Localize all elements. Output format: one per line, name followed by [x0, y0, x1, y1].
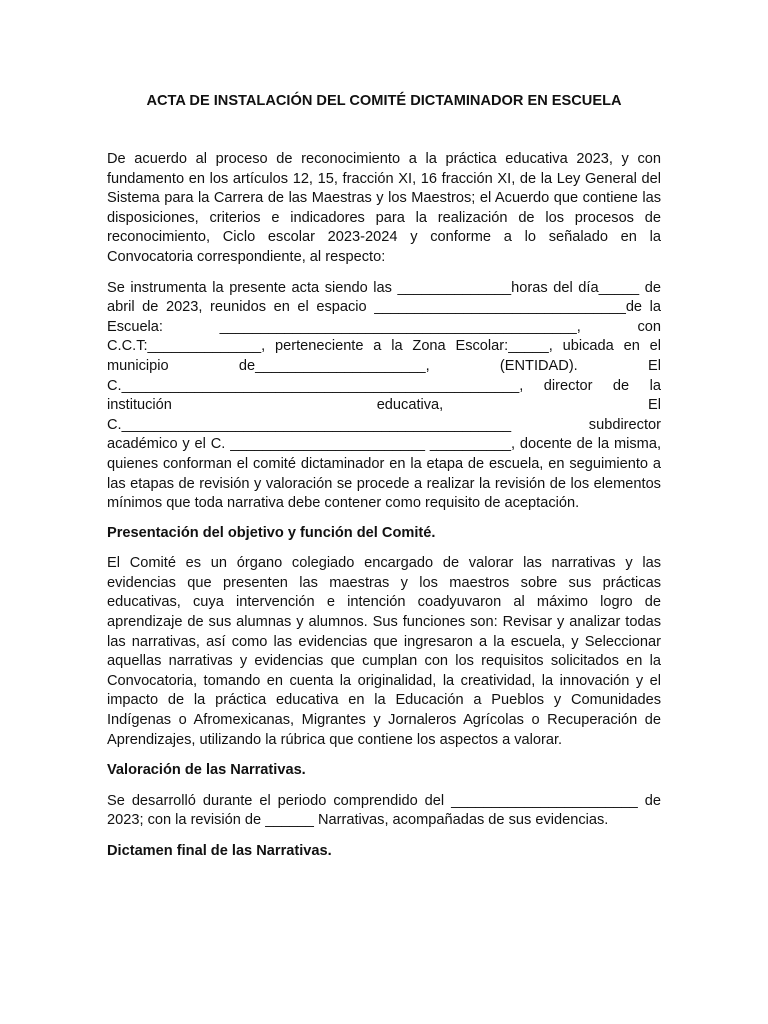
installation-line: C._________________________________________________, director de la	[107, 377, 661, 394]
installation-line: misma, quienes conforman el comité dictaminador en la etapa de escuela, en	[107, 436, 662, 472]
installation-line: académico y el C. ________________________ __________, docente de la	[107, 436, 610, 453]
installation-line: aceptación.	[504, 495, 580, 512]
document-title: ACTA DE INSTALACIÓN DEL COMITÉ DICTAMINADOR EN ESCUELA	[146, 93, 622, 109]
installation-line: de abril de 2023, reunidos en el espacio _______________________________de	[107, 279, 661, 316]
section-heading-verdict: Dictamen final de las Narrativas.	[107, 843, 332, 859]
installation-line: de los elementos mínimos que toda narrativa debe contener como requisito de	[107, 475, 661, 512]
installation-line: C.________________________________________________ subdirector	[107, 416, 661, 433]
installation-line: municipio de_____________________, (ENTIDAD). El	[107, 357, 661, 374]
installation-line: seguimiento a las etapas de revisión y valoración se procede a realizar la revisión	[107, 455, 661, 492]
installation-line: C.C.T:______________, perteneciente a la Zona Escolar:_____, ubicada en el	[107, 338, 661, 355]
valuation-paragraph: Se desarrolló durante el periodo comprendido del _______________________ de 2023; con la revisión de ______ Narrativas, acompañadas de sus evidencias.	[107, 792, 661, 829]
installation-line: institución educativa, El	[107, 397, 661, 414]
installation-paragraph	[107, 279, 661, 514]
installation-line: la Escuela: ____________________________________________, con	[107, 299, 661, 335]
installation-line: Se instrumenta la presente acta siendo las ______________horas del día_____	[107, 279, 640, 296]
intro-paragraph: De acuerdo al proceso de reconocimiento a la práctica educativa 2023, y con fundamento en los artículos 12, 15, fracción XI, 16 fracción XI, de la Ley General del Sistema para la Carrera de las Maestras y los Maestros; el Acuerdo que contiene las disposiciones, criterios e indicadores para la realización de los procesos de reconocimiento, Ciclo escolar 2023-2024 y conforme a lo señalado en la Convocatoria correspondiente, al respecto:	[107, 151, 661, 265]
section-heading-objective: Presentación del objetivo y función del Comité.	[107, 524, 436, 541]
document-body	[107, 150, 661, 873]
section-heading-valuation: Valoración de las Narrativas.	[107, 762, 306, 779]
objective-paragraph: El Comité es un órgano colegiado encargado de valorar las narrativas y las evidencias que presenten las maestras y los maestros sobre sus prácticas educativas, cuya intervención e intención coadyuvaron al máximo logro de aprendizaje de sus alumnas y alumnos. Sus funciones son: Revisar y analizar todas las narrativas, así como las evidencias que ingresaron a la escuela, y Seleccionar aquellas narrativas y evidencias que cumplan con los requisitos solicitados en la Convocatoria, tomando en cuenta la originalidad, la creatividad, la innovación y el impacto de la práctica educativa en la Educación a Pueblos y Comunidades Indígenas o Afromexicanas, Migrantes y Jornaleros Agrícolas o Recuperación de Aprendizajes, utilizando la rúbrica que contiene los aspectos a valorar.	[107, 555, 661, 748]
